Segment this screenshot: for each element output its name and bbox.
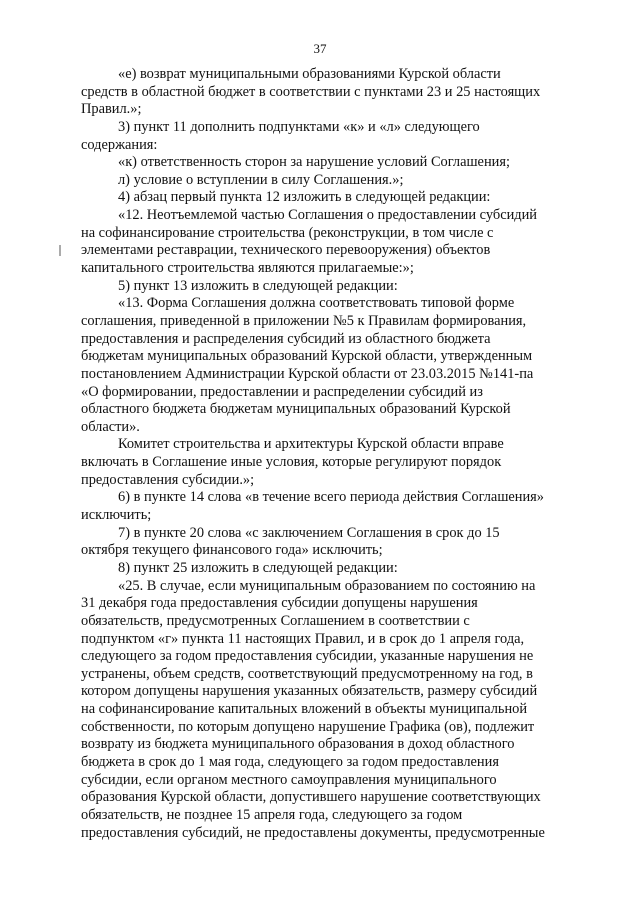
document-body (81, 66, 566, 842)
text-line: бюджета в срок до 1 мая года, следующего за годом предоставления (81, 753, 499, 770)
text-line: следующего за годом предоставления субсидии, указанные нарушения не (81, 648, 534, 665)
text-line: соглашения, приведенной в приложении №5 к Правилам формирования, (81, 312, 527, 329)
text-line: постановлением Администрации Курской области от 23.03.2015 №141-па (81, 365, 534, 382)
text-line: «13. Форма Соглашения должна соответствовать типовой форме (118, 295, 515, 312)
text-line: средств в областной бюджет в соответствии с пунктами 23 и 25 настоящих (81, 83, 541, 100)
text-line: октября текущего финансового года» исключить; (81, 542, 383, 559)
text-line: котором допущены нарушения указанных обязательств, размеру субсидий (81, 683, 538, 700)
text-line: включать в Соглашение иные условия, которые регулируют порядок (81, 454, 502, 471)
text-line: «25. В случае, если муниципальным образованием по состоянию на (118, 577, 536, 594)
text-line: 7) в пункте 20 слова «с заключением Соглашения в срок до 15 (118, 524, 500, 541)
page-number: 37 (313, 41, 327, 56)
text-line: капитального строительства являются прилагаемые:»; (81, 260, 414, 277)
text-line: «12. Неотъемлемой частью Соглашения о предоставлении субсидий (118, 207, 538, 224)
text-line: 4) абзац первый пункта 12 изложить в следующей редакции: (118, 189, 491, 206)
text-line: 8) пункт 25 изложить в следующей редакции: (118, 559, 398, 576)
text-line: собственности, по которым допущено нарушение Графика (ов), подлежит (81, 718, 535, 735)
text-line: элементами реставрации, технического перевооружения) объектов (81, 242, 491, 259)
scan-mark (59, 245, 61, 256)
text-line: Комитет строительства и архитектуры Курской области вправе (118, 436, 504, 453)
text-line: 3) пункт 11 дополнить подпунктами «к» и «л» следующего (118, 118, 480, 135)
text-line: предоставления и распределения субсидий из областного бюджета (81, 330, 491, 347)
text-line: 6) в пункте 14 слова «в течение всего периода действия Соглашения» (118, 489, 544, 506)
text-line: обязательств, не позднее 15 апреля года, следующего за годом (81, 806, 463, 823)
text-line: бюджетам муниципальных образований Курской области, утвержденным (81, 348, 533, 365)
text-line: л) условие о вступлении в силу Соглашения.»; (118, 171, 404, 188)
text-line: обязательств, предусмотренных Соглашением в соответствии с (81, 612, 470, 629)
text-line: содержания: (81, 136, 158, 153)
text-line: области». (81, 418, 140, 435)
text-line: на софинансирование капитальных вложений в объекты муниципальной (81, 701, 528, 718)
text-line: 5) пункт 13 изложить в следующей редакции: (118, 277, 398, 294)
text-line: областного бюджета бюджетам муниципальных образований Курской (81, 401, 511, 418)
text-line: предоставления субсидии.»; (81, 471, 255, 488)
text-line: субсидии, если органом местного самоуправления муниципального (81, 771, 497, 788)
text-line: на софинансирование строительства (реконструкции, в том числе с (81, 224, 494, 241)
text-line: образования Курской области, допустившего нарушение соответствующих (81, 789, 541, 806)
text-line: «к) ответственность сторон за нарушение условий Соглашения; (118, 154, 510, 171)
text-line: предоставления субсидий, не предоставлены документы, предусмотренные (81, 824, 545, 841)
text-line: Правил.»; (81, 101, 142, 118)
text-line: исключить; (81, 507, 152, 524)
text-line: возврату из бюджета муниципального образования в доход областного (81, 736, 515, 753)
text-line: 31 декабря года предоставления субсидии допущены нарушения (81, 595, 478, 612)
text-line: подпунктом «г» пункта 11 настоящих Правил, и в срок до 1 апреля года, (81, 630, 525, 647)
text-line: «е) возврат муниципальными образованиями Курской области (118, 66, 501, 82)
text-line: «О формировании, предоставлении и распределении субсидий из (81, 383, 483, 400)
text-line: устранены, объем средств, соответствующий предусмотренному на год, в (81, 665, 533, 682)
